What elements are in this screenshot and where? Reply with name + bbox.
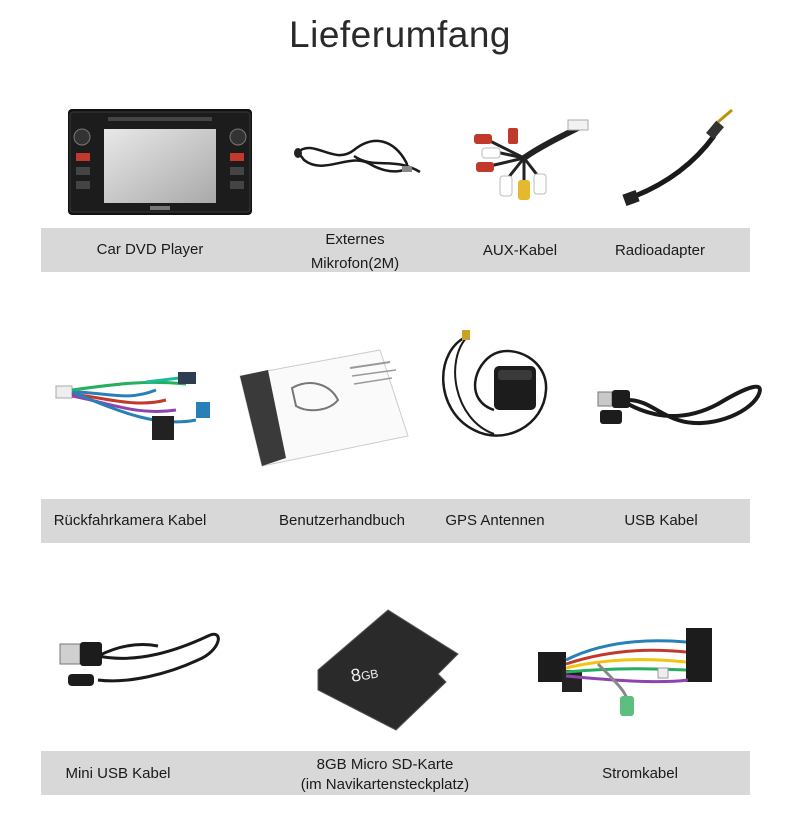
radio-adapter-icon bbox=[622, 106, 742, 210]
item-label-microphone-line-1: Externes bbox=[325, 231, 385, 248]
mini-usb-cable-icon bbox=[58, 620, 222, 690]
item-label-aux-cable: AUX-Kabel bbox=[482, 242, 558, 259]
sd-card-capacity-label: 8GB bbox=[349, 664, 380, 686]
power-cable-icon bbox=[538, 624, 718, 718]
car-dvd-player-icon bbox=[68, 109, 252, 217]
reverse-camera-cable-icon bbox=[56, 372, 216, 448]
item-label-reverse-camera-cable: Rückfahrkamera Kabel bbox=[53, 512, 207, 529]
usb-cable-icon bbox=[598, 370, 764, 436]
aux-cable-icon bbox=[468, 118, 592, 204]
page-title: Lieferumfang bbox=[289, 14, 511, 55]
item-label-sd-card-line-2: (im Navikartensteckplatz) bbox=[300, 776, 470, 793]
item-label-radio-adapter: Radioadapter bbox=[614, 242, 706, 259]
item-label-microphone-line-2: Mikrofon(2M) bbox=[310, 255, 400, 272]
item-label-car-dvd-player: Car DVD Player bbox=[96, 241, 204, 258]
user-manual-icon bbox=[240, 350, 410, 468]
item-label-usb-cable: USB Kabel bbox=[624, 512, 698, 529]
item-label-power-cable: Stromkabel bbox=[602, 765, 678, 782]
item-label-user-manual: Benutzerhandbuch bbox=[279, 512, 405, 529]
gps-antenna-icon bbox=[434, 330, 554, 450]
sd-card-icon bbox=[318, 610, 460, 732]
item-label-gps-antenna: GPS Antennen bbox=[445, 512, 545, 529]
microphone-cable-icon bbox=[294, 136, 424, 186]
item-label-sd-card-line-1: 8GB Micro SD-Karte bbox=[316, 756, 454, 773]
item-label-mini-usb-cable: Mini USB Kabel bbox=[65, 765, 171, 782]
